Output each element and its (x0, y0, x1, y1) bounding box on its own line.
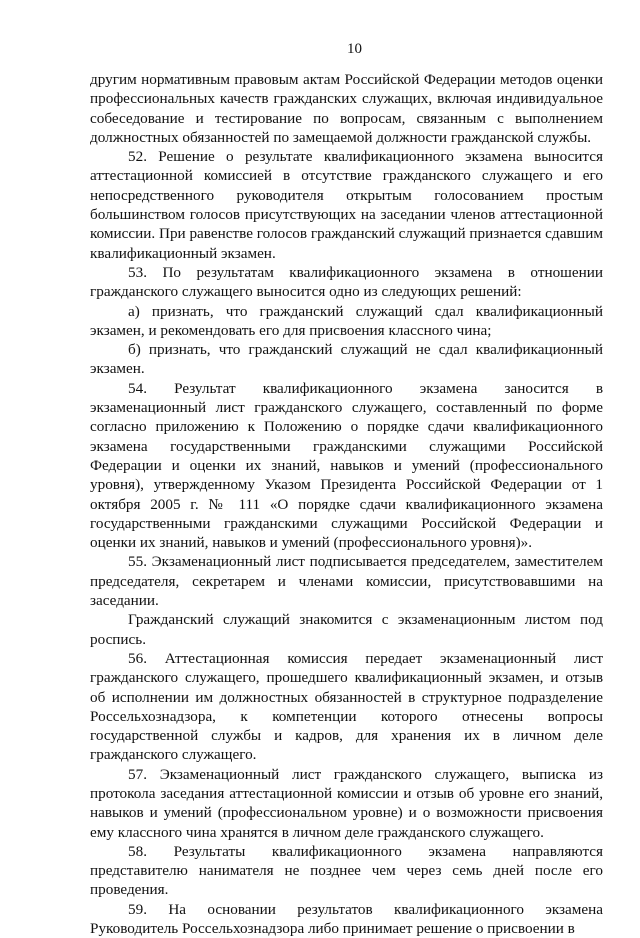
paragraph-53-a: а) признать, что гражданский служащий сдал квалификационный экзамен, и рекомендовать его для присвоения классного чина; (90, 302, 603, 339)
paragraph-55: 55. Экзаменационный лист подписывается председателем, заместителем председателя, секретарем и членами комиссии, присутствовавшими на заседании. (90, 553, 603, 610)
paragraph-continuation: другим нормативным правовым актам Российской Федерации методов оценки профессиональных качеств гражданских служащих, включая индивидуальное собеседование и тестирование по вопросам, связанным с выполнением должностных обязанностей по замещаемой должности гражданской службы. (90, 71, 603, 146)
paragraph-55-signature: Гражданский служащий знакомится с экзаменационным листом под роспись. (90, 611, 603, 648)
paragraph-59: 59. На основании результатов квалификационного экзамена Руководитель Россельхознадзора либо принимает решение о присвоении в (90, 900, 603, 938)
paragraph-58: 58. Результаты квалификационного экзамена направляются представителю нанимателя не позднее чем через семь дней после его проведения. (90, 842, 603, 899)
paragraph-54: 54. Результат квалификационного экзамена заносится в экзаменационный лист гражданского служащего, составленный по форме согласно приложению к Положению о порядке сдачи квалификационного экзамена государственными гражданскими служащими Российской Федерации и оценки их знаний, навыков и умений (профессионального уровня), утвержденному Указом Президента Российской Федерации от 1 октября 2005 г. № 111 «О порядке сдачи квалификационного экзамена государственными гражданскими служащими Российской Федерации и оценки их знаний, навыков и умений (профессионального уровня)». (90, 379, 603, 552)
paragraph-53: 53. По результатам квалификационного экзамена в отношении гражданского служащего выносится одно из следующих решений: (90, 263, 603, 301)
paragraph-57: 57. Экзаменационный лист гражданского служащего, выписка из протокола заседания аттестационной комиссии и отзыв об уровне его знаний, навыков и умений (профессиональном уровне) и о возможности присвоения ему классного чина хранятся в личном деле гражданского служащего. (90, 765, 603, 841)
page-number: 10 (347, 41, 362, 57)
paragraph-53-b: б) признать, что гражданский служащий не сдал квалификационный экзамен. (90, 341, 603, 378)
paragraph-52: 52. Решение о результате квалификационного экзамена выносится аттестационной комиссией в отсутствие гражданского служащего и его непосредственного руководителя открытым голосованием простым большинством голосов присутствующих на заседании членов аттестационной комиссии. При равенстве голосов гражданский служащий признается сдавшим квалификационный экзамен. (90, 148, 603, 262)
paragraph-56: 56. Аттестационная комиссия передает экзаменационный лист гражданского служащего, прошедшего квалификационный экзамен, и отзыв об исполнении им должностных обязанностей в структурное подразделение Россельхознадзора, к компетенции которого отнесены вопросы государственной службы и кадров, для хранения их в личном деле гражданского служащего. (90, 649, 603, 764)
